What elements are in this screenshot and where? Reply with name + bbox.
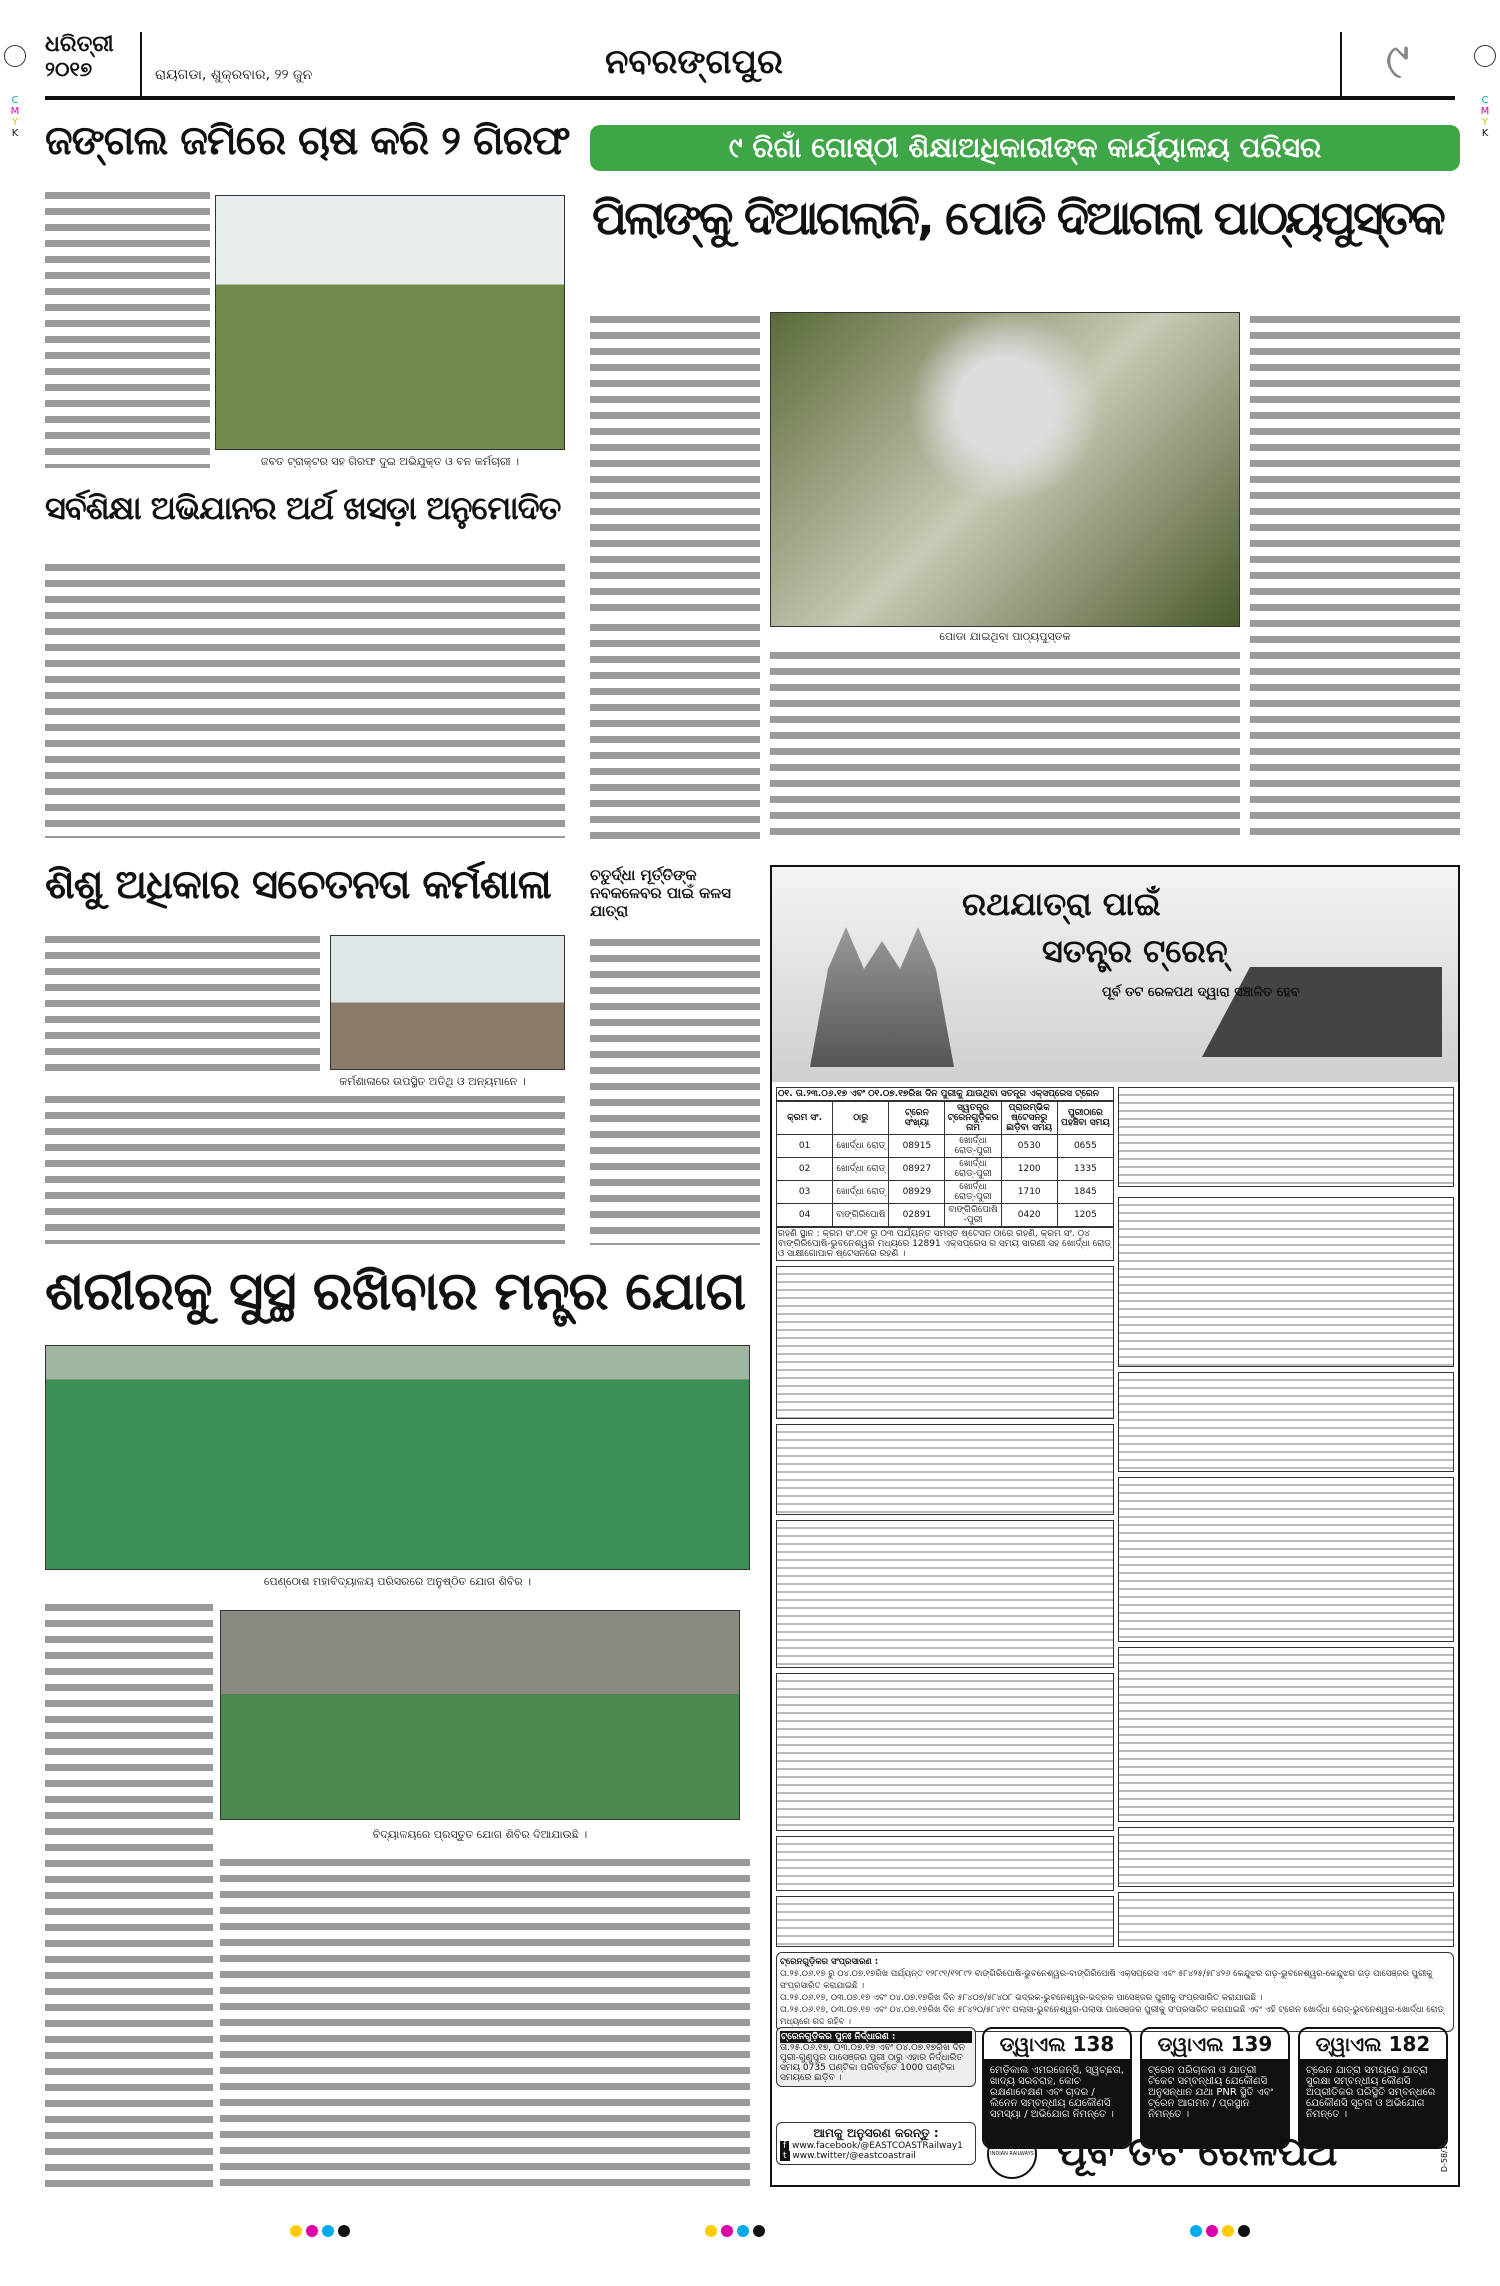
color-bar (290, 2225, 350, 2237)
timetable (1118, 1647, 1454, 1822)
cmyk-strip: C M Y K (10, 95, 20, 139)
table-row: 03 ଖୋର୍ଦ୍ଧା ରୋଡ୍ 08929 ଖୋର୍ଦ୍ଧା ରୋଡ୍-ପୁରୀ 1710 1845 (777, 1181, 1114, 1204)
headline: ଜଙ୍ଗଲ ଜମିରେ ଚାଷ କରି ୨ ଗିରଫ (45, 118, 570, 164)
timetable (1118, 1372, 1454, 1472)
article-text (770, 648, 1240, 840)
article-text (45, 188, 210, 468)
photo-yoga-students (220, 1610, 740, 1820)
color-bar (1190, 2225, 1250, 2237)
masthead (45, 32, 1455, 100)
timetable (1118, 1087, 1454, 1187)
headline: ପିଲାଙ୍କୁ ଦିଆଗଲାନି, ପୋଡି ଦିଆଗଲା ପାଠ୍ୟପୁସ୍ତକ (592, 191, 1443, 246)
headline: ଚତୁର୍ଦ୍ଧା ମୂର୍ତ୍ତିଙ୍କ ନବକଳେବର ପାଇଁ କଳସ ଯାତ୍ରା (590, 866, 731, 920)
logo: ଧରିତ୍ରୀ ୨୦୧୭ (45, 32, 114, 81)
train-icon (1202, 967, 1442, 1057)
timetable (1118, 1827, 1454, 1887)
dial-138: ଡ୍ୱାଏଲ 138 ମେଡ଼ିକାଲ ଏମରଜେନ୍ସି, ସ୍ୱଚ୍ଛତା, ଖାଦ୍ୟ ସରବରାହ, କୋଚ ରକ୍ଷଣାବେକ୍ଷଣ ଏବଂ ଚାଦର / ଲିନେନ ସମ୍ବନ୍ଧୀୟ ଯେକୌଣସି ସମସ୍ୟା / ଅଭିଯୋଗ ନିମନ୍ତେ । (982, 2027, 1132, 2149)
timetable (1118, 1477, 1454, 1642)
timetable (776, 1673, 1114, 1830)
ad-brand: ପୂର୍ବ ତଟ ରେଳପଥ (1057, 2129, 1338, 2175)
table-row: 04 ବାଙ୍ଗିରିପୋଷି 02891 ବାଙ୍ଗିରିପୋଷି-ପୁରୀ 0420 1205 (777, 1204, 1114, 1227)
dial-182: ଡ୍ୱାଏଲ 182 ଟ୍ରେନ ଯାତ୍ରା ସମୟରେ ଯାତ୍ରା ସୁରକ୍ଷା ସମ୍ବନ୍ଧୀୟ କୌଣସି ଅପ୍ରୀତିକର ପରିସ୍ଥିତି ସମ୍ବନ୍ଧରେ ଯେକୌଣସି ସୂଚନା ଓ ଅଭିଯୋଗ ନିମନ୍ତେ । (1298, 2027, 1448, 2149)
article-text (45, 932, 320, 1072)
timetable (776, 1896, 1114, 1947)
table-row: 01 ଖୋର୍ଦ୍ଧା ରୋଡ୍ 08915 ଖୋର୍ଦ୍ଧା ରୋଡ୍-ପୁରୀ 0530 0655 (777, 1135, 1114, 1158)
timetable (1118, 1197, 1454, 1367)
photo-workshop (330, 935, 565, 1070)
ad-code: D-58/17-18 (1440, 2127, 1449, 2173)
reschedule-notice: ଟ୍ରେନଗୁଡ଼ିକର ପୁନଃ ନିର୍ଦ୍ଧାରଣ : ତା.୨୫.୦୬.୧୭, ୦୩.୦୭.୧୭ ଏବଂ ୦୪.୦୭.୧୭ରିଖ ଦିନ ପୁରୀ-ଗୁଣୁପୁର ପାସେଞ୍ଜର ପୁରୀ ଠାରୁ ଏହାର ନିର୍ଦ୍ଧାରିତ ସମୟ 0735 ଘଣ୍ଟିକା ପରିବର୍ତ୍ତେ 1000 ଘଣ୍ଟିକା ସମୟରେ ଛାଡ଼ିବ । (776, 2027, 976, 2087)
photo-tractor (215, 195, 565, 450)
headline: ଶିଶୁ ଅଧିକାର ସଚେତନତା କର୍ମଶାଳା (45, 862, 551, 908)
timetable (776, 1424, 1114, 1515)
indian-railways-emblem: INDIAN RAILWAYS (987, 2129, 1037, 2179)
ad-title: ରଥଯାତ୍ରା ପାଇଁ (962, 885, 1161, 923)
page-number: ୯ (1385, 32, 1410, 90)
headline: ଶରୀରକୁ ସୁସ୍ଥ ରଖିବାର ମନ୍ତ୍ର ଯୋଗ (45, 1261, 746, 1322)
photo-caption: ପେଣ୍ଠୋଶ ମହାବିଦ୍ୟାଳୟ ପରିସରରେ ଅନୁଷ୍ଠିତ ଯୋଗ ଶିବିର । (263, 1575, 532, 1588)
photo-caption: କର୍ମଶାଳାରେ ଉପସ୍ଥିତ ଅତିଥି ଓ ଅନ୍ୟମାନେ । (339, 1075, 526, 1088)
timetable-column (776, 1087, 1114, 1947)
banner: ୯ ରିଗାଁ ଗୋଷ୍ଠୀ ଶିକ୍ଷାଅଧିକାରୀଙ୍କ କାର୍ଯ୍ୟାଳୟ ପରିସର (590, 125, 1460, 171)
registration-mark (4, 45, 26, 67)
headline: ସର୍ବଶିକ୍ଷା ଅଭିଯାନର ଅର୍ଥ ଖସଡ଼ା ଅନୁମୋଦିତ (45, 489, 561, 527)
twitter-link[interactable]: t www.twitter/@eastcoastrail (780, 2151, 972, 2161)
timetable (776, 1836, 1114, 1891)
color-bar (705, 2225, 765, 2237)
follow-us: ଆମକୁ ଅନୁସରଣ କରନ୍ତୁ : f www.facebook/@EASTCOASTRailway1 t www.twitter/@eastcoastrail (776, 2122, 976, 2165)
registration-mark (1474, 45, 1496, 67)
article-text (220, 1855, 750, 2190)
article-text (45, 560, 565, 838)
table-row: 02 ଖୋର୍ଦ୍ଧା ରୋଡ୍ 08927 ଖୋର୍ଦ୍ଧା ରୋଡ୍-ପୁରୀ 1200 1335 (777, 1158, 1114, 1181)
article-text (590, 935, 760, 1245)
section-title: ନବରଙ୍ଗପୁର (605, 42, 783, 82)
timetable-note: ରହଣି ସ୍ଥାନ : କ୍ରମ ସଂ.୦୧ ରୁ ୦୩ ପର୍ଯ୍ୟନ୍ତ ସମସ୍ତ ଷ୍ଟେସନ ଠାରେ ରହଣି, କ୍ରମ ସଂ. ୦୪ ବାଙ୍ଗିରିପୋଷି-ଭୁବନେଶ୍ୱର ମଧ୍ୟରେ 12891 ଏକ୍ସପ୍ରେସ ର ସମୟ ସାରଣୀ ସହ ଖୋର୍ଦ୍ଧା ରୋଡ୍ ଓ ସାକ୍ଷୀଗୋପାଳ ଷ୍ଟେସନରେ ରହଣି । (776, 1227, 1114, 1261)
ad-title: ସତନ୍ତ୍ର ଟ୍ରେନ୍ (1042, 932, 1228, 970)
article-text (45, 1092, 565, 1244)
extension-notice: ଟ୍ରେନଗୁଡ଼ିକର ସଂପ୍ରସାରଣ : ତା.୨୫.୦୬.୧୭ ରୁ ୦୪.୦୭.୧୭ରିଖ ପର୍ଯ୍ୟନ୍ତ ୧୨୮୯୧/୧୨୮୯୨ ବାଙ୍ଗିରିପୋଷି-ଭୁବନେଶ୍ୱର-ବାଙ୍ଗିରିପୋଷି ଏକ୍ସପ୍ରେସ ଏବଂ ୫୮୪୨୫/୫୮୪୨୬ କେନ୍ଦୁଝର ଗଡ଼-ଭୁବନେଶ୍ୱର-କେନ୍ଦୁଝର ଗଡ଼ ପାସେଞ୍ଜର ପୁରୀକୁ ସଂପ୍ରସାରିତ କରାଯାଇଛି । ତା.୨୫.୦୬.୧୭, ୦୩.୦୭.୧୭ ଏବଂ ୦୪.୦୭.୧୭ରିଖ ଦିନ ୫୮୪୦୭/୫୮୪୦୮ ଭଦ୍ରକ-ଭୁବନେଶ୍ୱର-ଭଦ୍ରକ ପାସେଞ୍ଜର ପୁରୀକୁ ସଂପ୍ରସାରିତ କରାଯାଇଛି । ତା.୨୫.୦୬.୧୭, ୦୩.୦୭.୧୭ ଏବଂ ୦୪.୦୭.୧୭ରିଖ ଦିନ ୫୮୪୨୦/୫୮୪୧୯ ପଲାସା-ଭୁବନେଶ୍ୱର-ପଲାସା ପାସେଞ୍ଜର ପୁରୀକୁ ସଂପ୍ରସାରିତ କରାଯାଇଛି ଏବଂ ଏହି ଟ୍ରେନ ଖୋର୍ଦ୍ଧା ରୋଡ୍-ଭୁବନେଶ୍ୱର-ଖୋର୍ଦ୍ଧା ରୋଡ୍ ମଧ୍ୟରେ ରଦ୍ଦ ରହିବ । (776, 1952, 1454, 2032)
article-text (45, 1600, 213, 2190)
timetable (776, 1520, 1114, 1669)
timetable: ୦୧. ତା.୨୩.୦୬.୧୭ ଏବଂ ୦୧.୦୭.୧୭ରିଖ ଦିନ ପୁରୀକୁ ଯାଉଥିବା ସତନ୍ତ୍ର ଏକ୍ସପ୍ରେସ ଟ୍ରେନ କ୍ରମ ସଂ. ଠାରୁ ଟ୍ରେନ ସଂଖ୍ୟା ସ୍ୱତନ୍ତ୍ର ଟ୍ରେନଗୁଡ଼ିକର ନାମ ପ୍ରାରମ୍ଭିକ ଷ୍ଟେସନରୁ ଛାଡ଼ିବା ସମୟ ପୁରୀଠାରେ ପହଞ୍ଚିବା ସମୟ 01 ଖୋର୍ଦ୍ଧା ରୋଡ୍ 08915 ଖୋର୍ଦ୍ଧା ରୋଡ୍-ପୁରୀ 0530 0655 02 ଖୋର୍ଦ୍ଧା ରୋଡ୍ 08927 ଖୋର୍ଦ୍ଧା ରୋଡ୍-ପୁରୀ 1200 1335 03 ଖୋର୍ଦ୍ଧା ରୋଡ୍ 08929 ଖୋର୍ଦ୍ଧା ରୋଡ୍-ପୁରୀ 1710 1845 04 ବାଙ୍ଗିରିପୋଷି 02891 ବାଙ୍ଗିରିପୋଷି-ପୁରୀ 0420 1205 ରହଣି ସ୍ଥାନ : କ୍ରମ ସଂ.୦୧ ରୁ ୦୩ ପର୍ଯ୍ୟନ୍ତ ସମସ୍ତ ଷ୍ଟେସନ ଠାରେ ରହଣି, କ୍ରମ ସଂ. ୦୪ ବାଙ୍ଗିରିପୋଷି-ଭୁବନେଶ୍ୱର ମଧ୍ୟରେ 12891 ଏକ୍ସପ୍ରେସ ର ସମୟ ସାରଣୀ ସହ ଖୋର୍ଦ୍ଧା ରୋଡ୍ ଓ ସାକ୍ଷୀଗୋପାଳ ଷ୍ଟେସନରେ ରହଣି । (776, 1087, 1114, 1261)
railway-advertisement (770, 865, 1460, 2187)
article-text (590, 312, 760, 612)
article-text (590, 620, 760, 840)
photo-yoga-camp (45, 1345, 750, 1570)
photo-caption: ଜବତ ଟ୍ରାକ୍ଟର ସହ ଗିରଫ ଦୁଇ ଅଭିଯୁକ୍ତ ଓ ବନ କର୍ମଚାରୀ । (260, 455, 520, 468)
facebook-link[interactable]: f www.facebook/@EASTCOASTRailway1 (780, 2141, 972, 2151)
ad-subtitle: ପୂର୍ବ ତଟ ରେଳପଥ ଦ୍ୱାରା ସଞ୍ଚାଳିତ ହେବ (1102, 985, 1300, 1000)
article-text (1250, 312, 1460, 842)
twitter-icon: t (780, 2151, 790, 2161)
photo-burnt-books (770, 312, 1240, 627)
timetable (1118, 1892, 1454, 1947)
photo-caption: ବିଦ୍ୟାଳୟରେ ପ୍ରସ୍ତୁତ ଯୋଗ ଶିବିର ଦିଆଯାଉଛି । (372, 1828, 588, 1841)
dial-139: ଡ୍ୱାଏଲ 139 ଟ୍ରେନ ପରିଚାଳନା ଓ ଯାତ୍ରୀ ଟିକେଟ ସମ୍ବନ୍ଧୀୟ ଯେକୌଣସି ଅନୁସନ୍ଧାନ ଯଥା PNR ସ୍ଥିତି ଏବଂ ଟ୍ରେନ ଆଗମନ / ପ୍ରସ୍ଥାନ ନିମନ୍ତେ । (1140, 2027, 1290, 2149)
photo-caption: ପୋଡା ଯାଇଥିବା ପାଠ୍ୟପୁସ୍ତକ (939, 630, 1071, 643)
ad-banner-image (772, 867, 1458, 1082)
chariots-image (792, 927, 972, 1067)
facebook-icon: f (780, 2141, 789, 2151)
cmyk-strip: C M Y K (1480, 95, 1490, 139)
timetable (776, 1266, 1114, 1419)
dateline: ରାୟଗଡା, ଶୁକ୍ରବାର, ୨୨ ଜୁନ (155, 67, 313, 83)
